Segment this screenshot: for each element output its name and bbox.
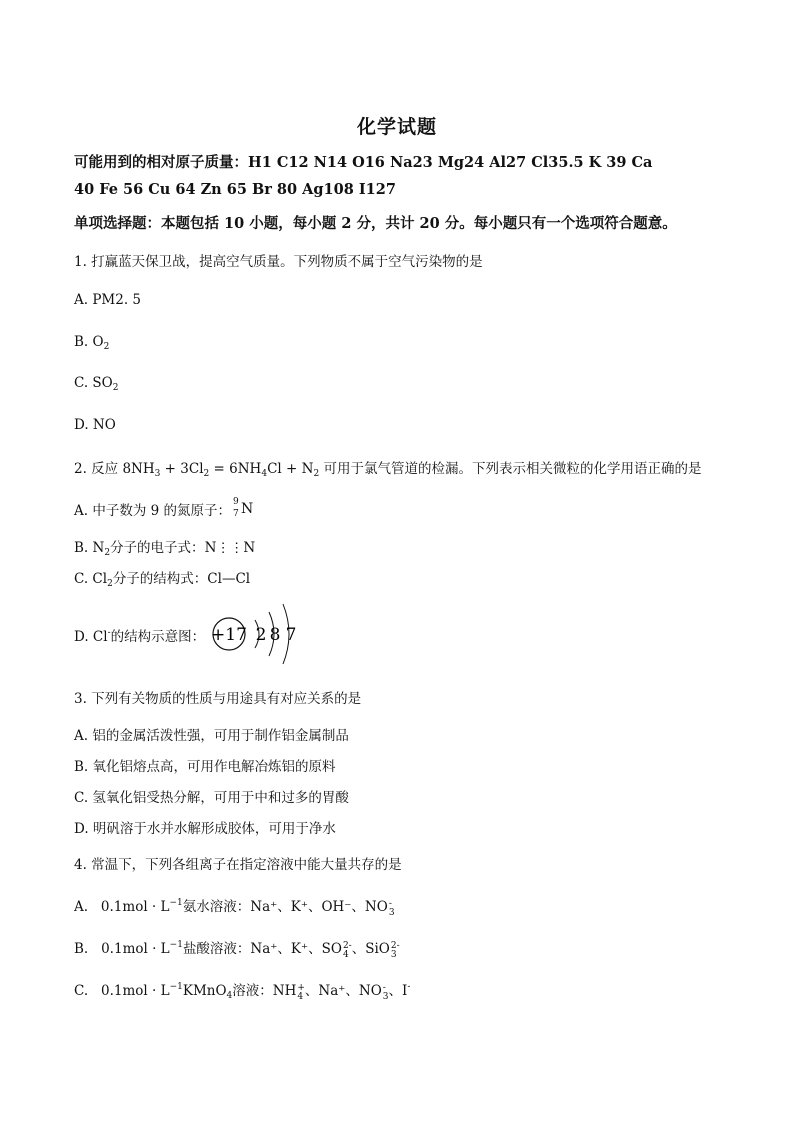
section-heading: 单项选择题：本题包括 10 小题，每小题 2 分，共计 20 分。每小题只有一个选项符合题意。 bbox=[74, 215, 677, 232]
q2-option-c: C. $Cl_2$分子的结构式：Cl—Cl bbox=[74, 571, 251, 589]
q3-option-c: C. 氢氧化铝受热分解，可用于中和过多的胃酸 bbox=[74, 790, 349, 806]
q4-stem: 4. 常温下，下列各组离子在指定溶液中能大量共存的是 bbox=[74, 857, 402, 873]
q1-stem: 1. 打赢蓝天保卫战，提高空气质量。下列物质不属于空气污染物的是 bbox=[74, 254, 483, 270]
shell-count-2: 8 bbox=[269, 625, 281, 645]
q3-option-b: B. 氧化铝熔点高，可用作电解冶炼铝的原料 bbox=[74, 759, 336, 775]
q3-stem: 3. 下列有关物质的性质与用途具有对应关系的是 bbox=[74, 691, 362, 707]
nuclide-symbol: 9 7 N bbox=[233, 497, 254, 519]
q2-equation: $8NH_3 + 3Cl_2 = 6NH_4Cl + N_2$ bbox=[122, 461, 320, 479]
q1-option-d: D. NO bbox=[74, 417, 116, 433]
q2-option-d: D. Cl-的结构示意图： bbox=[74, 628, 206, 645]
q1-option-b: B. $O_2$ bbox=[74, 334, 110, 352]
q1-option-a: A. PM2. 5 bbox=[74, 292, 141, 308]
atomic-mass-line-1: 可能用到的相对原子质量：H1 C12 N14 O16 Na23 Mg24 Al27 Cl35.5 K 39 Ca bbox=[74, 154, 653, 171]
atomic-mass-line-2: 40 Fe 56 Cu 64 Zn 65 Br 80 Ag108 I127 bbox=[74, 181, 396, 198]
q2-option-a: A. 中子数为 9 的氮原子： 9 7 N bbox=[74, 499, 257, 519]
q3-option-a: A. 铝的金属活泼性强，可用于制作铝金属制品 bbox=[74, 728, 349, 744]
q1-option-c: C. $SO_2$ bbox=[74, 375, 119, 393]
q4-option-a: A. $0.1mol \cdot L^{-1}$氨水溶液：Na⁺、K⁺、OH⁻、NO - 3 bbox=[74, 898, 395, 918]
nucleus-charge: +17 bbox=[211, 625, 247, 645]
q2-option-b: B. $N_2$分子的电子式：N⋮⋮N bbox=[74, 540, 256, 558]
electron-formula: N⋮⋮N bbox=[204, 540, 256, 556]
chloride-structure-diagram bbox=[205, 598, 305, 668]
page-title: 化学试题 bbox=[356, 116, 437, 138]
q4-option-b: B. $0.1mol \cdot L^{-1}$盐酸溶液：Na⁺、K⁺、SO 2- 4 、SiO 2- 3 bbox=[74, 940, 400, 960]
q4-option-c: C. $0.1mol \cdot L^{-1}KMnO_4$溶液：NH + 4 、Na⁺、NO - 3 、I- bbox=[74, 982, 411, 1002]
shell-count-1: 2 bbox=[255, 625, 267, 645]
q3-option-d: D. 明矾溶于水并水解形成胶体，可用于净水 bbox=[74, 821, 336, 837]
q2-stem: 2. 反应 $8NH_3 + 3Cl_2 = 6NH_4Cl + N_2$ 可用于氯气管道的检漏。下列表示相关微粒的化学用语正确的是 bbox=[74, 461, 702, 479]
shell-count-3: 7 bbox=[285, 625, 297, 645]
